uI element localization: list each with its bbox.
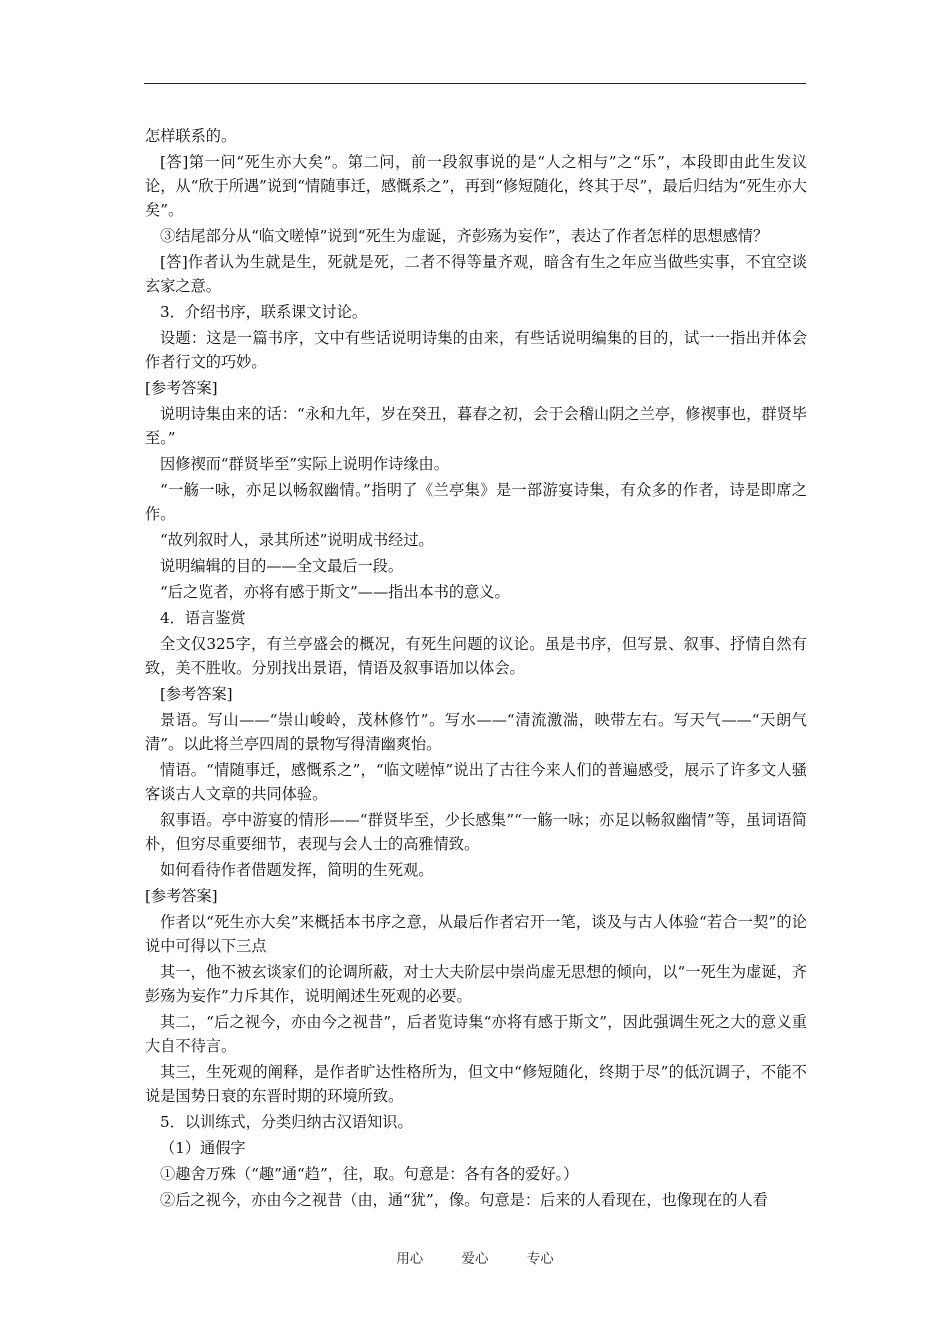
paragraph: [参考答案] xyxy=(160,684,233,703)
paragraph: 景语。写山——“崇山峻岭，茂林修竹”。写水——“清流激湍，映带左右。写天气——“天朗气清”。以此将兰亭四周的景物写得清幽爽怡。 xyxy=(145,710,807,753)
header-rule xyxy=(144,83,806,84)
paragraph: 其三，生死观的阐释，是作者旷达性格所为，但文中“修短随化，终期于尽”的低沉调子，不能不说是国势日衰的东晋时期的环境所致。 xyxy=(145,1063,807,1106)
paragraph: [参考答案] xyxy=(145,886,218,905)
paragraph: 4．语言鉴赏 xyxy=(160,608,246,627)
document-body xyxy=(145,124,807,1214)
paragraph: [答]第一问“死生亦大矣”。第二问，前一段叙事说的是“人之相与”之“乐”，本段即由此生发议论，从“欣于所遇”说到“情随事迁，感慨系之”，再到“修短随化，终其于尽”，最后归结为“死生亦大矣”。 xyxy=(145,152,807,220)
paragraph: 叙事语。亭中游宴的情形——“群贤毕至，少长感集”“一觞一咏；亦足以畅叙幽情”等，虽词语简朴，但穷尽重要细节，表现与会人士的高雅情致。 xyxy=(145,810,807,854)
paragraph: 5．以训练式，分类归纳古汉语知识。 xyxy=(160,1113,413,1132)
paragraph: “故列叙时人，录其所述”说明成书经过。 xyxy=(160,531,434,550)
paragraph: （1）通假字 xyxy=(160,1139,246,1157)
page-footer xyxy=(0,1247,950,1267)
paragraph: 作者以“死生亦大矣”来概括本书序之意，从最后作者宕开一笔，谈及与古人体验“若合一契”的论说中可得以下三点 xyxy=(145,912,807,955)
paragraph: ②后之视今，亦由今之视昔（由，通“犹”，像。句意是：后来的人看现在，也像现在的人看 xyxy=(160,1190,768,1209)
paragraph: 其二，“后之视今，亦由今之视昔”，后者览诗集“亦将有感于斯文”，因此强调生死之大的意义重大自不待言。 xyxy=(145,1012,807,1056)
paragraph: 全文仅325字，有兰亭盛会的概况，有死生问题的议论。虽是书序，但写景、叙事、抒情自然有致，美不胜收。分别找出景语，情语及叙事语加以体会。 xyxy=(145,634,807,677)
paragraph: [参考答案] xyxy=(145,379,218,398)
paragraph: “一觞一咏，亦足以畅叙幽情。”指明了《兰亭集》是一部游宴诗集，有众多的作者，诗是即席之作。 xyxy=(145,481,807,524)
paragraph: ③结尾部分从“临文嗟悼”说到“死生为虚诞，齐彭殇为妄作”，表达了作者怎样的思想感情？ xyxy=(160,227,769,246)
paragraph: 因修禊而“群贤毕至”实际上说明作诗缘由。 xyxy=(160,455,449,474)
paragraph: 如何看待作者借题发挥，简明的生死观。 xyxy=(160,860,434,879)
paragraph: 怎样联系的。 xyxy=(145,127,237,145)
paragraph: “后之览者，亦将有感于斯文”——指出本书的意义。 xyxy=(160,582,510,601)
paragraph: 3．介绍书序，联系课文讨论。 xyxy=(160,303,368,322)
paragraph: 设题：这是一篇书序，文中有些话说明诗集的由来，有些话说明编集的目的，试一一指出并体会作者行文的巧妙。 xyxy=(145,329,807,372)
paragraph: 说明编辑的目的——全文最后一段。 xyxy=(160,557,403,576)
footer-word-1: 用心 xyxy=(396,1251,424,1267)
paragraph: 情语。“情随事迁，感慨系之”，“临文嗟悼”说出了古往今来人们的普遍感受，展示了许多文人骚客谈古人文章的共同体验。 xyxy=(145,760,807,803)
paragraph: [答]作者认为生就是生，死就是死，二者不得等量齐观，暗含有生之年应当做些实事，不宜空谈玄家之意。 xyxy=(145,253,807,296)
paragraph: ①趣舍万殊（“趣”通“趋”，往，取。句意是：各有各的爱好。） xyxy=(160,1164,579,1183)
footer-word-3: 专心 xyxy=(526,1251,554,1267)
footer-word-2: 爱心 xyxy=(461,1251,489,1267)
paragraph: 其一，他不被玄谈家们的论调所蔽，对士大夫阶层中崇尚虚无思想的倾向，以“一死生为虚诞，齐彭殇为妄作”力斥其作，说明阐述生死观的必要。 xyxy=(145,962,807,1006)
paragraph: 说明诗集由来的话：“永和九年，岁在癸丑，暮春之初，会于会稽山阴之兰亭，修禊事也，群贤毕至。” xyxy=(145,405,807,448)
